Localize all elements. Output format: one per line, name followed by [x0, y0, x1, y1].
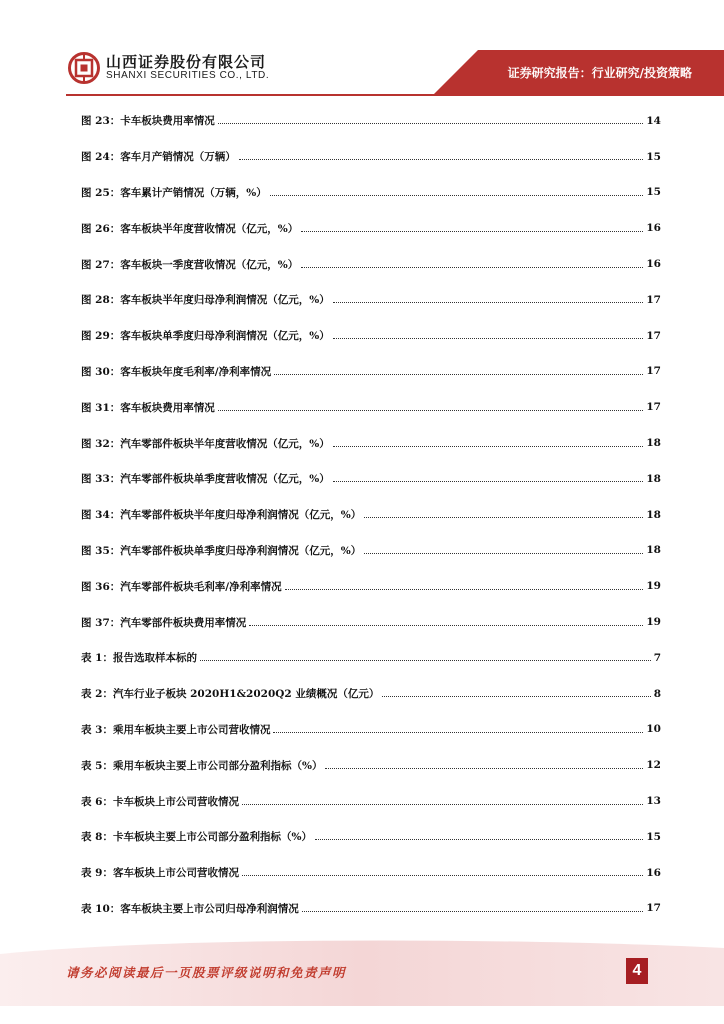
toc-entry-label: 图 25：客车累计产销情况（万辆，%） — [81, 186, 267, 199]
toc-entry[interactable] — [81, 318, 661, 354]
toc-entry[interactable] — [81, 139, 661, 175]
toc-entry-label: 图 36：汽车零部件板块毛利率/净利率情况 — [81, 580, 282, 593]
toc-entry-page: 17 — [646, 293, 661, 306]
toc-entry[interactable] — [81, 103, 661, 139]
company-logo-icon — [68, 52, 100, 84]
toc-dot-leader — [218, 123, 644, 124]
toc-entry[interactable] — [81, 640, 661, 676]
toc-entry-page: 15 — [646, 186, 661, 199]
toc-dot-leader — [239, 159, 644, 160]
toc-entry-label: 图 35：汽车零部件板块单季度归母净利润情况（亿元，%） — [81, 544, 362, 557]
toc-entry-page: 18 — [646, 544, 661, 557]
toc-dot-leader — [218, 410, 644, 411]
toc-entry[interactable] — [81, 354, 661, 390]
report-type: 证券研究报告：行业研究/投资策略 — [507, 66, 692, 80]
toc-entry-label: 图 34：汽车零部件板块半年度归母净利润情况（亿元，%） — [81, 509, 362, 522]
toc-dot-leader — [333, 446, 644, 447]
toc-entry-page: 14 — [646, 114, 661, 127]
toc-entry[interactable] — [81, 389, 661, 425]
toc-dot-leader — [301, 267, 643, 268]
toc-entry-label: 表 8：卡车板块主要上市公司部分盈利指标（%） — [81, 831, 312, 844]
toc-entry-page: 12 — [646, 759, 661, 772]
toc-entry[interactable] — [81, 855, 661, 891]
toc-dot-leader — [285, 589, 644, 590]
table-of-contents — [81, 103, 661, 926]
toc-entry-label: 表 1：报告选取样本标的 — [81, 652, 197, 665]
toc-dot-leader — [242, 804, 643, 805]
toc-entry-label: 图 37：汽车零部件板块费用率情况 — [81, 616, 247, 629]
toc-dot-leader — [315, 839, 643, 840]
toc-entry-page: 17 — [646, 329, 661, 342]
toc-entry-label: 图 24：客车月产销情况（万辆） — [81, 151, 236, 164]
toc-entry-label: 图 33：汽车零部件板块单季度营收情况（亿元，%） — [81, 473, 330, 486]
toc-entry-label: 图 28：客车板块半年度归母净利润情况（亿元，%） — [81, 294, 330, 307]
toc-dot-leader — [333, 338, 644, 339]
toc-entry[interactable] — [81, 425, 661, 461]
toc-entry-label: 图 32：汽车零部件板块半年度营收情况（亿元，%） — [81, 437, 330, 450]
toc-entry-label: 表 9：客车板块上市公司营收情况 — [81, 867, 239, 880]
toc-dot-leader — [382, 696, 650, 697]
toc-dot-leader — [273, 732, 643, 733]
company-name-cn: 山西证券股份有限公司 — [106, 53, 267, 71]
toc-entry-page: 7 — [653, 651, 661, 664]
toc-dot-leader — [200, 660, 651, 661]
page-header — [0, 0, 724, 100]
toc-entry-label: 表 2：汽车行业子板块 2020H1&2020Q2 业绩概况（亿元） — [81, 688, 380, 701]
toc-entry[interactable] — [81, 210, 661, 246]
toc-entry-label: 图 29：客车板块单季度归母净利润情况（亿元，%） — [81, 330, 330, 343]
disclaimer-text: 请务必阅读最后一页股票评级说明和免责声明 — [66, 965, 347, 980]
toc-entry-page: 17 — [646, 365, 661, 378]
toc-entry-page: 17 — [646, 902, 661, 915]
toc-entry[interactable] — [81, 533, 661, 569]
page-number: 4 — [626, 958, 648, 984]
toc-entry-page: 17 — [646, 401, 661, 414]
toc-entry-label: 图 30：客车板块年度毛利率/净利率情况 — [81, 365, 272, 378]
toc-entry-label: 图 23：卡车板块费用率情况 — [81, 115, 215, 128]
header-divider — [66, 94, 724, 96]
toc-entry[interactable] — [81, 175, 661, 211]
toc-entry-page: 15 — [646, 150, 661, 163]
toc-entry[interactable] — [81, 246, 661, 282]
toc-entry[interactable] — [81, 282, 661, 318]
toc-entry-page: 18 — [646, 437, 661, 450]
toc-entry-label: 表 10：客车板块主要上市公司归母净利润情况 — [81, 902, 299, 915]
toc-entry-page: 8 — [653, 687, 661, 700]
toc-entry-page: 16 — [646, 258, 661, 271]
toc-entry[interactable] — [81, 819, 661, 855]
toc-entry-page: 15 — [646, 830, 661, 843]
toc-dot-leader — [333, 481, 644, 482]
toc-entry-label: 图 26：客车板块半年度营收情况（亿元，%） — [81, 222, 299, 235]
toc-entry-label: 表 6：卡车板块上市公司营收情况 — [81, 795, 239, 808]
toc-dot-leader — [325, 768, 643, 769]
toc-entry[interactable] — [81, 461, 661, 497]
company-name-en: SHANXI SECURITIES CO., LTD. — [106, 70, 270, 81]
toc-entry[interactable] — [81, 747, 661, 783]
toc-dot-leader — [364, 553, 643, 554]
toc-entry[interactable] — [81, 604, 661, 640]
toc-entry-label: 图 27：客车板块一季度营收情况（亿元，%） — [81, 258, 299, 271]
toc-dot-leader — [274, 374, 643, 375]
toc-entry[interactable] — [81, 497, 661, 533]
toc-entry[interactable] — [81, 568, 661, 604]
toc-entry[interactable] — [81, 891, 661, 927]
toc-entry[interactable] — [81, 676, 661, 712]
toc-entry-page: 19 — [646, 580, 661, 593]
toc-entry-page: 18 — [646, 508, 661, 521]
toc-dot-leader — [333, 302, 644, 303]
toc-entry-page: 16 — [646, 866, 661, 879]
toc-entry-page: 13 — [646, 795, 661, 808]
toc-entry-page: 16 — [646, 222, 661, 235]
toc-entry-page: 18 — [646, 472, 661, 485]
toc-entry[interactable] — [81, 783, 661, 819]
toc-dot-leader — [242, 875, 643, 876]
toc-entry-label: 表 3：乘用车板块主要上市公司营收情况 — [81, 723, 271, 736]
toc-dot-leader — [249, 625, 643, 626]
toc-entry-page: 10 — [646, 723, 661, 736]
toc-dot-leader — [301, 231, 643, 232]
toc-entry-label: 表 5：乘用车板块主要上市公司部分盈利指标（%） — [81, 759, 323, 772]
toc-entry-label: 图 31：客车板块费用率情况 — [81, 401, 215, 414]
toc-dot-leader — [302, 911, 644, 912]
toc-entry[interactable] — [81, 712, 661, 748]
toc-dot-leader — [270, 195, 644, 196]
toc-entry-page: 19 — [646, 616, 661, 629]
toc-dot-leader — [364, 517, 643, 518]
